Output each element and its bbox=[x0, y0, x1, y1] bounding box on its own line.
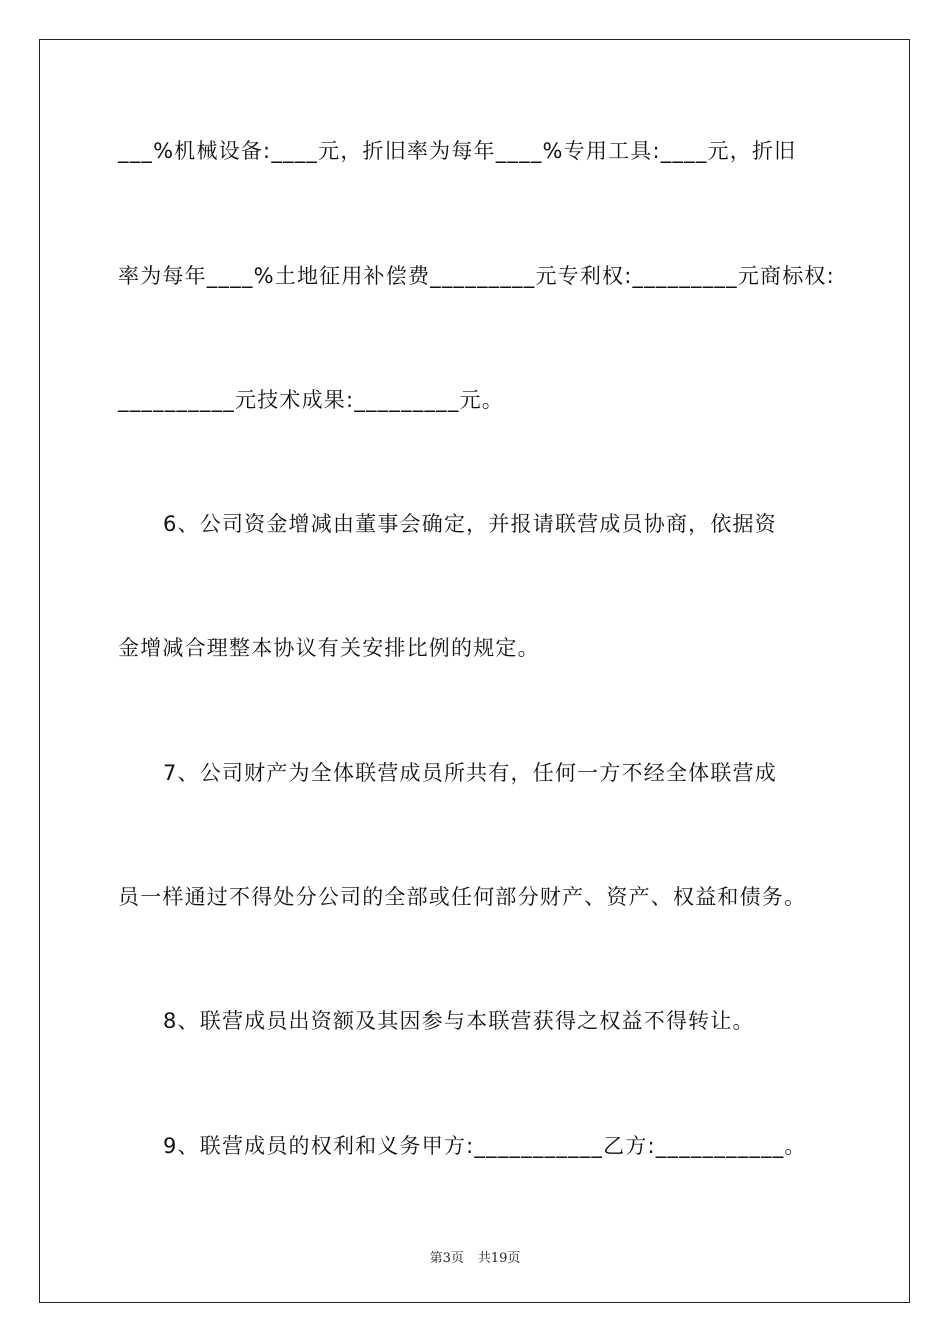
page-footer bbox=[0, 1247, 950, 1266]
paragraph-line-2: 率为每年____%土地征用补偿费_________元专利权:_________元商标权: bbox=[118, 264, 835, 288]
paragraph-line-1: ___%机械设备:____元，折旧率为每年____%专用工具:____元，折旧 bbox=[118, 139, 797, 163]
paragraph-item-7-line-2: 员一样通过不得处分公司的全部或任何部分财产、资产、权益和债务。 bbox=[118, 885, 807, 909]
paragraph-line-3: __________元技术成果:_________元。 bbox=[118, 388, 504, 412]
page-number: 第3页 bbox=[429, 1251, 464, 1266]
paragraph-item-9: 9、联营成员的权利和义务甲方:___________乙方:___________。 bbox=[163, 1134, 807, 1158]
paragraph-item-6-line-2: 金增减合理整本协议有关安排比例的规定。 bbox=[118, 636, 540, 660]
paragraph-item-6-line-1: 6、公司资金增减由董事会确定，并报请联营成员协商，依据资 bbox=[163, 512, 777, 536]
page-border bbox=[39, 39, 910, 1303]
page-total: 共19页 bbox=[477, 1251, 521, 1266]
paragraph-item-8: 8、联营成员出资额及其因参与本联营获得之权益不得转让。 bbox=[163, 1009, 755, 1033]
paragraph-item-7-line-1: 7、公司财产为全体联营成员所共有，任何一方不经全体联营成 bbox=[163, 761, 777, 785]
